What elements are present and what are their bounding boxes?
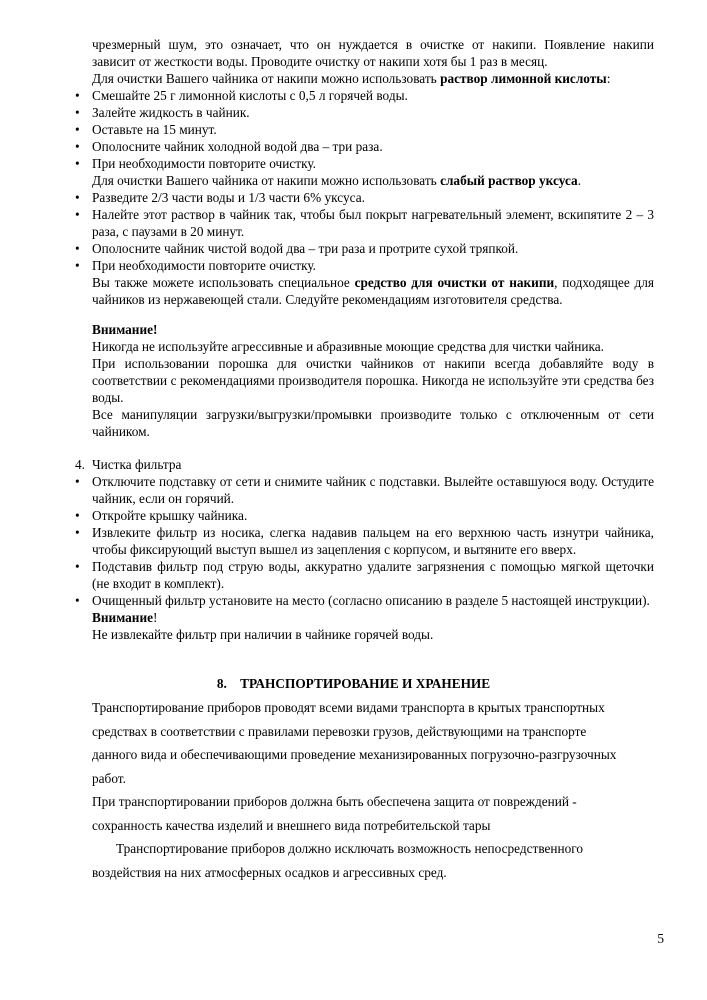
list-item: • Отключите подставку от сети и снимите чайник с подставки. Вылейте оставшуюся воду. Остудите чайник, если он горячий. <box>75 474 654 506</box>
vinegar-intro: Для очистки Вашего чайника от накипи можно использовать слабый раствор уксуса. <box>92 173 582 188</box>
transport-line: воздействия на них атмосферных осадков и агрессивных сред. <box>92 864 447 880</box>
list-item: • Налейте этот раствор в чайник так, чтобы был покрыт нагревательный элемент, вскипятите 2 – 3 раза, с паузами в 20 минут. <box>75 207 654 239</box>
list-item: • Откройте крышку чайника. <box>75 508 248 523</box>
bullet-icon: • <box>75 525 80 540</box>
warning-text-3: Все манипуляции загрузки/выгрузки/промывки производите только с отключенным от сети чайником. <box>92 407 654 439</box>
transport-line: сохранность качества изделий и внешнего вида потребительской тары <box>92 817 491 833</box>
bullet-icon: • <box>75 88 80 103</box>
section-heading: 8. ТРАНСПОРТИРОВАНИЕ И ХРАНЕНИЕ <box>216 676 491 691</box>
special-agent-text: Вы также можете использовать специальное средство для очистки от накипи, подходящее для чайников из нержавеющей стали. Следуйте рекомендациям изготовителя средства. <box>92 275 655 307</box>
list-item: • Оставьте на 15 минут. <box>75 122 217 137</box>
citric-intro: Для очистки Вашего чайника от накипи можно использовать раствор лимонной кислоты: <box>92 71 611 86</box>
filter-heading: 4. Чистка фильтра <box>75 457 182 472</box>
list-item: • Ополосните чайник холодной водой два – три раза. <box>75 139 383 154</box>
list-item: • Подставив фильтр под струю воды, аккуратно удалите загрязнения с помощью мягкой щеточки (не входит в комплект). <box>75 559 654 591</box>
intro-line-2: зависит от жесткости воды. Проводите очистку от накипи хотя бы 1 раз в месяц. <box>92 54 548 69</box>
citric-steps <box>0 87 654 308</box>
transport-line: данного вида и обеспечивающими проведение механизированных погрузочно-разгрузочных <box>92 747 617 762</box>
warning-title: Внимание! <box>92 322 158 337</box>
list-item: • Извлеките фильтр из носика, слегка надавив пальцем на его верхнюю часть изнутри чайника, чтобы фиксирующий выступ вышел из зацепления с корпусом, и вытяните его вверх. <box>75 525 654 557</box>
list-item: • Залейте жидкость в чайник. <box>75 105 250 120</box>
bullet-icon: • <box>75 241 80 256</box>
transport-line: средствах в соответствии с правилами перевозки грузов, действующими на транспорте <box>92 723 587 739</box>
filter-warning-text: Не извлекайте фильтр при наличии в чайнике горячей воды. <box>92 627 434 642</box>
bullet-icon: • <box>75 207 80 222</box>
filter-section <box>0 456 654 643</box>
list-item: • Очищенный фильтр установите на место (согласно описанию в разделе 5 настоящей инструкции). <box>75 593 650 608</box>
bullet-icon: • <box>75 258 80 273</box>
bullet-icon: • <box>75 122 80 137</box>
bullet-icon: • <box>75 139 80 154</box>
transport-line: Транспортирование приборов проводят всеми видами транспорта в крытых транспортных <box>92 700 605 715</box>
bullet-icon: • <box>75 508 80 523</box>
warning-block <box>92 321 654 440</box>
page-number: 5 <box>657 931 664 946</box>
bullet-icon: • <box>75 474 80 489</box>
list-item: • При необходимости повторите очистку. <box>75 258 316 273</box>
bullet-icon: • <box>75 190 80 205</box>
transport-line: Транспортирование приборов должно исключать возможность непосредственного <box>116 841 584 856</box>
bullet-icon: • <box>75 559 80 574</box>
transport-line: При транспортировании приборов должна быть обеспечена защита от повреждений - <box>92 794 577 809</box>
transport-line: работ. <box>92 770 126 786</box>
intro-block <box>92 36 654 87</box>
warning-text-1: Никогда не используйте агрессивные и абразивные моющие средства для чистки чайника. <box>92 339 604 354</box>
intro-line-1: чрезмерный шум, это означает, что он нуждается в очистке от накипи. Появление накипи <box>92 37 654 52</box>
bullet-icon: • <box>75 593 80 608</box>
list-item: • Ополосните чайник чистой водой два – три раза и протрите сухой тряпкой. <box>75 241 519 256</box>
list-item: • При необходимости повторите очистку. <box>75 156 316 171</box>
warning-text-2: При использовании порошка для очистки чайников от накипи всегда добавляйте воду в соответствии с рекомендациями производителя порошка. Никогда не используйте эти средства без воды. <box>92 356 654 405</box>
bullet-icon: • <box>75 156 80 171</box>
list-item: • Разведите 2/3 части воды и 1/3 части 6% уксуса. <box>75 190 365 205</box>
list-item: • Смешайте 25 г лимонной кислоты с 0,5 л горячей воды. <box>75 88 408 103</box>
section-8-body <box>92 696 662 884</box>
filter-warning-title: Внимание! <box>92 610 158 625</box>
bullet-icon: • <box>75 105 80 120</box>
